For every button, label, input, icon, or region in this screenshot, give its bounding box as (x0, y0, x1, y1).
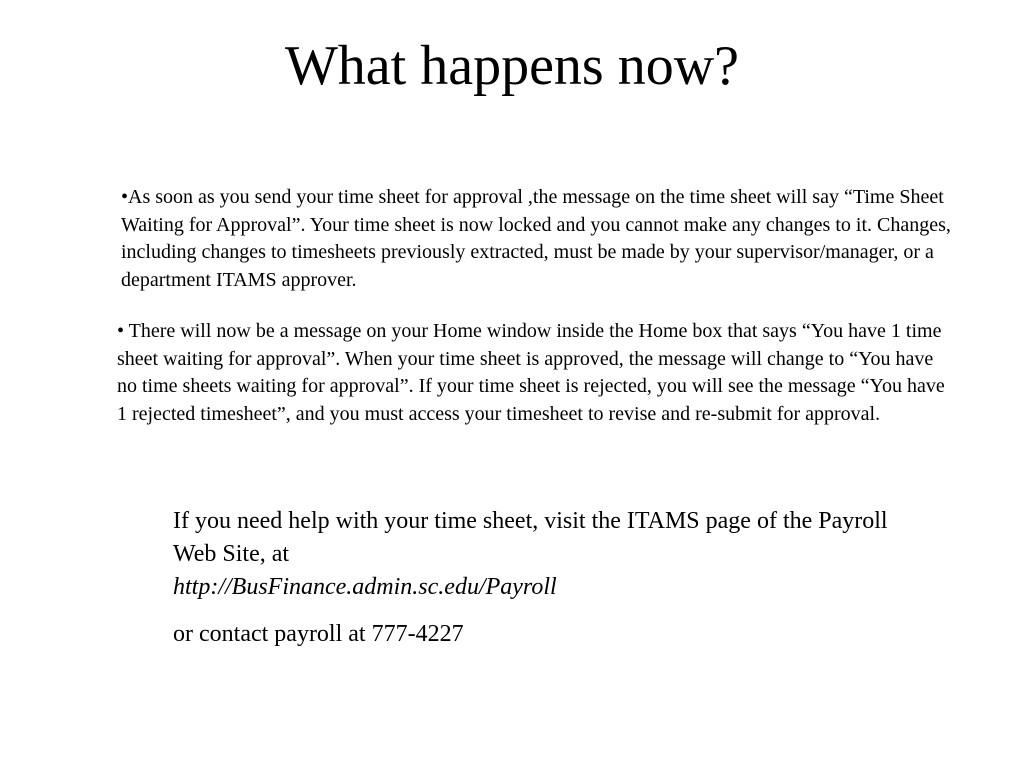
approval-locked-paragraph: •As soon as you send your time sheet for approval ,the message on the time sheet will say “Time Sheet Waiting for Approval”. Your time sheet is now locked and you cannot make any changes to it. Changes, including changes to timesheets previously extracted, must be made by your supervisor/manager, or a department ITAMS approver. (121, 186, 951, 291)
help-sentence: If you need help with your time sheet, visit the ITAMS page of the Payroll Web Site, at (173, 508, 888, 567)
slide-title: What happens now? (284, 35, 740, 97)
help-text (173, 505, 893, 604)
help-block (173, 505, 893, 651)
payroll-contact-text: or contact payroll at 777-4227 (173, 621, 464, 647)
home-window-message-paragraph: • There will now be a message on your Home window inside the Home box that says “You have 1 time sheet waiting for approval”. When your time sheet is approved, the message will change to “You have no time sheets waiting for approval”. If your time sheet is rejected, you will see the message “You have 1 rejected timesheet”, and you must access your timesheet to revise and re-submit for approval. (117, 320, 945, 425)
payroll-url-link[interactable]: http://BusFinance.admin.sc.edu/Payroll (173, 574, 557, 600)
